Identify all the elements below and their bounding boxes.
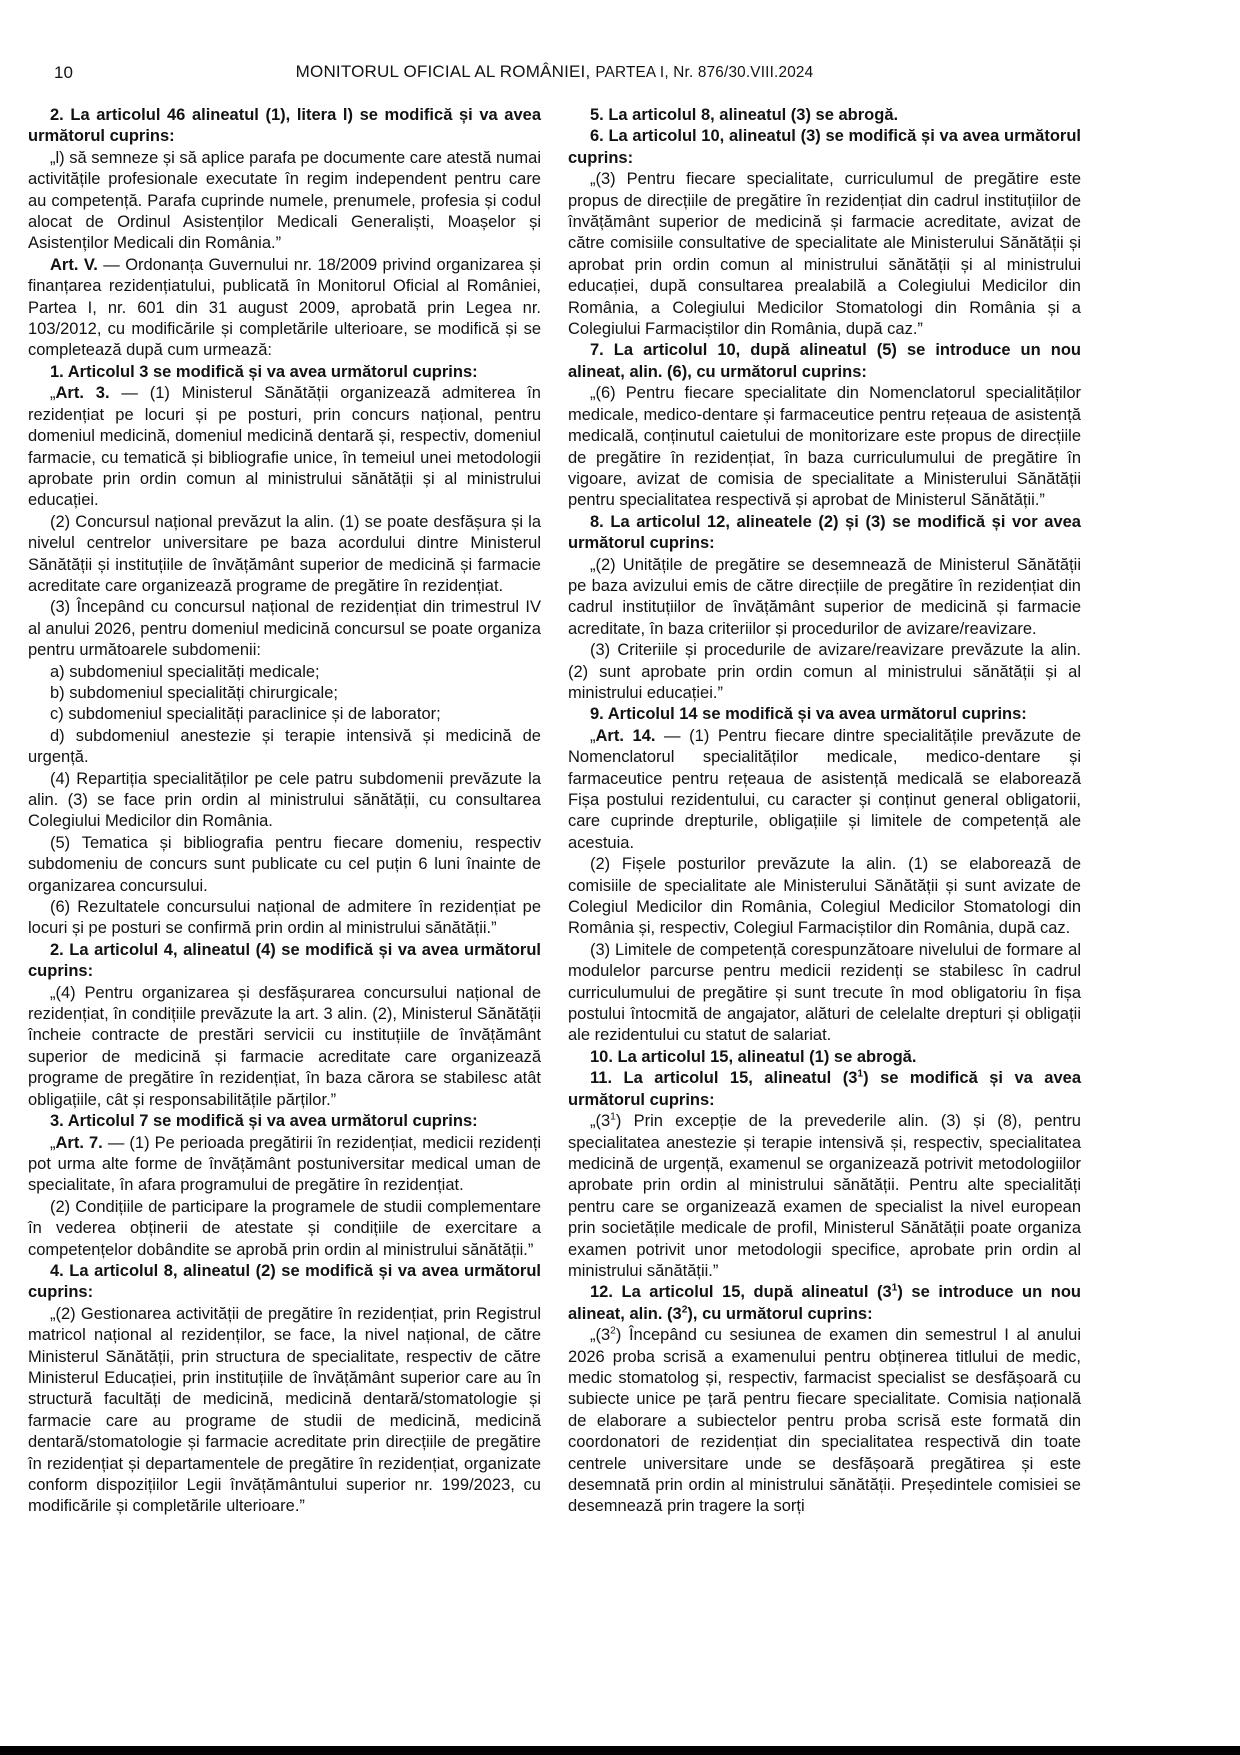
header-title-issue: PARTEA I, Nr. 876/30.VIII.2024 [595,64,814,81]
paragraph [568,726,1081,854]
text-run: d) subdomeniul anestezie și terapie intensivă și medicină de urgență. [28,726,541,767]
bold-run: 2. La articolul 46 alineatul (1), litera l) se modifică și va avea următorul cuprins: [28,106,541,146]
bold-run: 7. La articolul 10, după alineatul (5) se introduce un nou alineat, alin. (6), cu următorul cuprins: [568,341,1081,381]
paragraph [28,597,541,661]
paragraph [568,1111,1081,1282]
bold-run: Art. 3. [55,384,110,403]
text-run: (2) Concursul național prevăzut la alin. (1) se poate desfășura și la nivelul centrelor universitare pe baza acordului dintre Ministerul Sănătății și instituțiile de învățământ superior de medicină și farmacie acreditate care organizează programe de pregătire în rezidențiat. [28,512,541,595]
left-column [28,105,541,1518]
bold-run: 1. Articolul 3 se modifică și va avea următorul cuprins: [50,362,478,381]
page-header [28,62,1081,84]
text-run: (2) Fișele posturilor prevăzute la alin. (1) se elaborează de comisiile de specialitate ale Ministerului Sănătății și sunt avizate de Colegiul Medicilor din România, Colegiul Medicilor Stomatologi din România și, respectiv, Colegiul Farmaciștilor din România, după caz. [568,855,1081,938]
text-run: „ [590,726,596,745]
paragraph [28,983,541,1111]
text-run: „(3) Pentru fiecare specialitate, curriculumul de pregătire este propus de direcțiile de pregătire în rezidențiat din cadrul instituțiilor de învățământ superior de medicină și farmacie acreditate, avizat de către comisiile consultative de specialitate ale Ministerului Sănătății și aprobat prin ordin comun al ministrului sănătății și al ministrului educației, după consultarea prealabilă a Colegiului Medicilor din România, a Colegiului Medicilor Stomatologi din România și a Colegiului Farmaciștilor din România, după caz.” [568,170,1081,339]
paragraph [568,169,1081,340]
text-run: — (1) Ministerul Sănătății organizează admiterea în rezidențiat pe locuri și pe posturi, prin concurs național, pentru domeniul medicină, domeniul medicină dentară și, respectiv, domeniul farmacie, cu tematică și bibliografie unice, în temeiul unei metodologii aprobate prin ordin comun al ministrului sănătății și al ministrului educației. [28,384,541,510]
bold-run: Art. V. [50,255,98,274]
bold-run: 12. La articolul 15, după alineatul (3 [590,1283,892,1302]
text-run: b) subdomeniul specialități chirurgicale; [50,683,338,702]
text-run: 2 [610,1325,616,1337]
text-run: „ [50,384,56,403]
text-run: (3) Criteriile și procedurile de avizare/reavizare prevăzute la alin. (2) sunt aprobate prin ordin comun al ministrului sănătății și al ministrului educației.” [568,641,1081,702]
text-run: — (1) Pentru fiecare dintre specialitățile prevăzute de Nomenclatorul specialităților medicale, medico-dentare și farmaceutice pentru rețeaua de asistență medicală se elaborează Fișa postului rezidentului, cu caracter și conținut general obligatorii, care cuprinde drepturile, obligațiile și limitele de competență ale acestuia. [568,726,1081,852]
paragraph [28,1111,541,1132]
text-run: — (1) Pe perioada pregătirii în rezidențiat, medicii rezidenți pot urma alte forme de învățământ postuniversitar medical uman de specialitate, în afara programului de pregătire în rezidențiat. [28,1133,541,1195]
header-title-main: MONITORUL OFICIAL AL ROMÂNIEI, [295,62,596,81]
paragraph [28,1261,541,1304]
bold-run: 6. La articolul 10, alineatul (3) se modifică și va avea următorul cuprins: [568,127,1081,167]
text-run: — Ordonanța Guvernului nr. 18/2009 privind organizarea și finanțarea rezidențiatului, publicată în Monitorul Oficial al României, Partea I, nr. 601 din 31 august 2009, aprobată prin Legea nr. 103/2012, cu modificările și completările ulterioare, se modifică și se completează după cum urmează: [28,255,541,360]
paragraph [568,340,1081,383]
paragraph [568,640,1081,704]
right-column [568,105,1081,1518]
paragraph [28,1304,541,1518]
paragraph [568,105,1081,126]
paragraph [568,1325,1081,1518]
text-run: (2) Condițiile de participare la programele de studii complementare în vederea obținerii de atestate și condițiile de exercitare a competențelor dobândite se aprobă prin ordin al ministrului sănătății.” [28,1197,541,1259]
text-run: „(2) Gestionarea activității de pregătire în rezidențiat, prin Registrul matricol național al rezidenților, se face, la nivel național, de către Ministerul Sănătății, prin structura de specialitate, respectiv de către Ministerul Educației, prin instituțiile de învățământ superior care au în structură facultăți de medicină, medicină dentară/stomatologie și farmacie care au programe de studii de medicină, medicină dentară/stomatologie și farmacie acreditate prin direcțiile de pregătire în rezidențiat și departamentele de pregătire în rezidențiat, organizate conform dispozițiilor Legii învățământului superior nr. 199/2023, cu modificările și completările ulterioare.” [28,1304,541,1516]
paragraph [568,704,1081,725]
bold-run: Art. 14. [595,726,656,745]
text-run: 1 [610,1111,616,1123]
text-run: c) subdomeniul specialități paraclinice și de laborator; [50,705,441,724]
bold-run: 9. Articolul 14 se modifică și va avea următorul cuprins: [590,705,1027,724]
paragraph [28,512,541,598]
paragraph [28,833,541,897]
bold-run: ), cu următorul cuprins: [687,1304,873,1323]
paragraph [28,683,541,704]
paragraph [568,512,1081,555]
paragraph [28,662,541,683]
text-run: „l) să semneze și să aplice parafa pe documente care atestă numai activitățile profesionale executate în regim independent pentru care au competență. Parafa cuprinde numele, prenumele, profesia și codul alocat de Ordinul Asistenților Medicali Generaliști, Moașelor și Asistenților Medicali din România.” [28,148,541,253]
text-run: „(3 [590,1326,611,1345]
paragraph [568,1068,1081,1111]
paragraph [568,854,1081,940]
paragraph [28,940,541,983]
paragraph [28,383,541,511]
paragraph [28,769,541,833]
paragraph [28,255,541,362]
text-run: ) Prin excepție de la prevederile alin. (3) și (8), pentru specialitatea anestezie și terapie intensivă și, respectiv, specialitatea medicină de urgență, examenul se organizează potrivit metodologiilor aprobate prin ordin al ministrului sănătății. Pentru alte specialități pentru care se organizează examen de specialist la nivel european prin societățile medicale de profil, Ministerul Sănătății poate organiza examen potrivit unor metodologii specifice, aprobate prin ordin al ministrului sănătății.” [568,1112,1081,1280]
paragraph [28,726,541,769]
bold-run: 1 [857,1068,864,1080]
paragraph [28,704,541,725]
bold-run: 2 [681,1304,688,1316]
paragraph [568,555,1081,641]
text-run: „(2) Unitățile de pregătire se desemnează de Ministerul Sănătății pe baza avizului emis de către direcțiile de pregătire în rezidențiat din cadrul instituțiilor de învățământ superior de medicină și farmacie acreditate, în baza criteriilor și procedurilor de avizare/reavizare. [568,555,1081,638]
bold-run: 5. La articolul 8, alineatul (3) se abrogă. [590,106,899,124]
text-run: „ [50,1133,56,1152]
bold-run: 1 [891,1282,898,1294]
paragraph [28,897,541,940]
bold-run: ) se introduce un nou alineat, alin. (3 [568,1283,1081,1323]
bold-run: 8. La articolul 12, alineatele (2) și (3) se modifică și vor avea următorul cuprins: [568,512,1081,553]
bold-run: 11. La articolul 15, alineatul (3 [590,1069,858,1088]
text-run: (6) Rezultatele concursului național de admitere în rezidențiat pe locuri și pe posturi se confirmă prin ordin al ministrului sănătății.” [28,898,541,938]
paragraph [28,105,541,148]
text-run: (4) Repartiția specialităților pe cele patru subdomenii prevăzute la alin. (3) se face prin ordin al ministrului sănătății, cu consultarea Colegiului Medicilor din România. [28,769,541,831]
text-run: (5) Tematica și bibliografia pentru fiecare domeniu, respectiv subdomeniu de concurs sunt publicate cu cel puțin 6 luni înainte de organizarea concursului. [28,833,541,895]
paragraph [28,1133,541,1197]
paragraph [568,940,1081,1047]
bold-run: Art. 7. [55,1133,103,1152]
paragraph [28,1197,541,1261]
paragraph [568,1282,1081,1325]
paragraph [568,1047,1081,1068]
bold-run: 3. Articolul 7 se modifică și va avea următorul cuprins: [50,1112,478,1131]
paragraph [28,362,541,383]
page-number: 10 [54,63,73,82]
text-run: a) subdomeniul specialități medicale; [50,662,320,681]
text-run: (3) Începând cu concursul național de rezidențiat din trimestrul IV al anului 2026, pentru domeniul medicină concursul se poate organiza pentru următoarele subdomenii: [28,598,541,660]
text-run: „(4) Pentru organizarea și desfășurarea concursului național de rezidențiat, în condițiile prevăzute la art. 3 alin. (2), Ministerul Sănătății încheie contracte de prestări servicii cu instituțiile de învățământ superior de medicină și farmacie acreditate care organizează programe de pregătire în rezidențiat, în baza cărora se stabilesc atât obligațiile, cât și responsabilitățile părților.” [28,983,541,1109]
paragraph [568,126,1081,169]
text-run: (3) Limitele de competență corespunzătoare nivelului de formare al modulelor parcurse pentru medicii rezidenți se stabilesc în cadrul curriculumului de pregătire și sunt trecute în mod obligatoriu în fișa postului întocmită de angajator, alături de celelalte drepturi și obligații ale rezidentului cu statut de salariat. [568,940,1081,1045]
bold-run: 10. La articolul 15, alineatul (1) se abrogă. [590,1047,917,1066]
text-run: „(3 [590,1112,611,1131]
bold-run: 2. La articolul 4, alineatul (4) se modifică și va avea următorul cuprins: [28,940,541,981]
text-run: ) Începând cu sesiunea de examen din semestrul I al anului 2026 proba scrisă a examenului pentru obținerea titlului de medic, medic stomatolog și, respectiv, farmacist specialist se desfășoară cu subiecte unice pe țară pentru fiecare specialitate. Comisia națională de elaborare a subiectelor pentru proba scrisă este formată din coordonatori de rezidențiat din specialitatea respectivă din toate centrele universitare unde se desfășoară pregătirea și este desemnată prin ordin al ministrului sănătății. Președintele comisiei se desemnează prin tragere la sorți [568,1326,1081,1516]
bottom-scan-edge [0,1746,1240,1755]
text-run: „(6) Pentru fiecare specialitate din Nomenclatorul specialităților medicale, medico-dentare și farmaceutice pentru rețeaua de asistență medicală, conținutul caietului de monitorizare este propus de direcțiile de pregătire în rezidențiat, în baza curriculumului de pregătire în vigoare, avizat de comisia de specialitate a Ministerului Sănătății pentru specialitatea respectivă și aprobat de Ministerul Sănătății.” [568,384,1081,510]
paragraph [568,383,1081,511]
two-column-body [28,105,1081,1518]
bold-run: 4. La articolul 8, alineatul (2) se modifică și va avea următorul cuprins: [28,1261,541,1302]
bold-run: ) se modifică și va avea următorul cuprins: [568,1069,1081,1109]
paragraph [28,148,541,255]
header-title [28,62,1081,82]
